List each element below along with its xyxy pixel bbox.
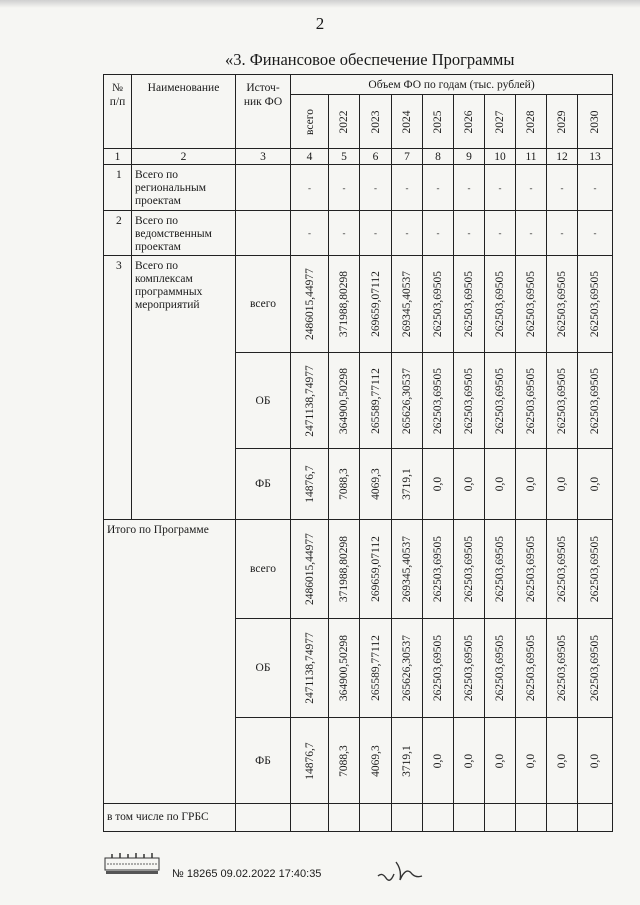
- value-text: 262503,69505: [432, 535, 444, 603]
- value-text: 262503,69505: [494, 270, 506, 338]
- value-text: 2486015,44977: [303, 533, 316, 605]
- value-text: 0,0: [589, 476, 602, 492]
- scan-edge: [0, 0, 640, 8]
- value-cell: [578, 211, 613, 256]
- value-cell: [423, 449, 454, 520]
- value-cell: [423, 520, 454, 619]
- section-title: «3. Финансовое обеспечение Программы: [225, 50, 515, 69]
- source-cell: [236, 211, 291, 256]
- empty-dash: -: [436, 182, 440, 193]
- header-year: [423, 95, 454, 149]
- value-cell: [329, 353, 360, 449]
- handwritten-signature-icon: [372, 856, 432, 886]
- value-cell: [329, 619, 360, 718]
- value-cell: [547, 353, 578, 449]
- source-label: всего: [236, 520, 291, 619]
- value-text: 262503,69505: [556, 270, 568, 338]
- column-number: 7: [392, 149, 423, 165]
- value-cell: [516, 256, 547, 353]
- source-label: ФБ: [236, 718, 291, 804]
- empty-dash: -: [436, 228, 440, 238]
- empty-dash: -: [342, 228, 346, 238]
- value-text: 364900,50298: [338, 634, 350, 702]
- value-cell: [360, 211, 392, 256]
- value-text: 262503,69505: [525, 270, 537, 338]
- value-text: 2486015,44977: [303, 268, 316, 340]
- empty-dash: -: [560, 182, 564, 193]
- value-cell: [516, 211, 547, 256]
- value-cell: [392, 256, 423, 353]
- header-year-label: 2029: [556, 110, 568, 133]
- header-year: [291, 95, 329, 149]
- value-text: 269345,40537: [401, 270, 413, 338]
- value-text: 3719,1: [401, 468, 413, 500]
- value-cell: [578, 619, 613, 718]
- header-volume: Объем ФО по годам (тыс. рублей): [291, 75, 613, 95]
- value-cell: [454, 449, 485, 520]
- value-cell: [578, 256, 613, 353]
- value-text: 262503,69505: [589, 634, 602, 702]
- column-number: 2: [132, 149, 236, 165]
- value-cell: [291, 165, 329, 211]
- value-text: 262503,69505: [525, 634, 537, 702]
- row-name: в том числе по ГРБС: [104, 804, 236, 832]
- column-number: 6: [360, 149, 392, 165]
- value-cell: [516, 718, 547, 804]
- value-cell: [516, 804, 547, 832]
- empty-dash: -: [374, 182, 377, 193]
- value-cell: [485, 804, 516, 832]
- value-text: 364900,50298: [338, 367, 350, 434]
- value-text: 262503,69505: [589, 535, 602, 603]
- value-text: 262503,69505: [556, 535, 568, 603]
- value-cell: [454, 520, 485, 619]
- source-cell: [236, 804, 291, 832]
- value-cell: [485, 256, 516, 353]
- value-cell: [392, 619, 423, 718]
- value-cell: [360, 619, 392, 718]
- value-cell: [485, 353, 516, 449]
- empty-dash: -: [529, 228, 533, 238]
- value-cell: [360, 520, 392, 619]
- header-year: [485, 95, 516, 149]
- header-year-label: 2025: [432, 110, 444, 133]
- value-cell: [423, 256, 454, 353]
- page-number: 2: [315, 14, 325, 33]
- value-text: 262503,69505: [589, 270, 602, 338]
- value-cell: [516, 353, 547, 449]
- column-number: 5: [329, 149, 360, 165]
- value-cell: [578, 449, 613, 520]
- value-cell: [485, 520, 516, 619]
- value-text: 262503,69505: [525, 367, 537, 434]
- value-cell: [329, 718, 360, 804]
- header-year: [329, 95, 360, 149]
- value-text: 14876,7: [303, 465, 316, 503]
- empty-dash: -: [342, 182, 346, 193]
- row-number: 1: [104, 165, 132, 211]
- value-cell: [392, 804, 423, 832]
- value-cell: [392, 718, 423, 804]
- value-cell: [291, 718, 329, 804]
- header-year: [578, 95, 613, 149]
- value-cell: [329, 804, 360, 832]
- column-number: 8: [423, 149, 454, 165]
- value-text: 0,0: [589, 753, 602, 768]
- column-number: 11: [516, 149, 547, 165]
- value-text: 269345,40537: [401, 535, 413, 603]
- empty-dash: -: [560, 228, 564, 238]
- value-cell: [454, 256, 485, 353]
- value-cell: [329, 165, 360, 211]
- value-cell: [454, 804, 485, 832]
- value-cell: [485, 718, 516, 804]
- value-cell: [360, 353, 392, 449]
- value-cell: [485, 165, 516, 211]
- empty-dash: -: [593, 182, 597, 193]
- registry-stamp-icon: [104, 852, 160, 876]
- value-cell: [291, 804, 329, 832]
- header-year-label: 2027: [494, 110, 506, 133]
- value-cell: [547, 449, 578, 520]
- value-cell: [547, 804, 578, 832]
- value-cell: [454, 353, 485, 449]
- value-text: 265589,77112: [369, 635, 382, 701]
- value-cell: [578, 353, 613, 449]
- row-number: 2: [104, 211, 132, 256]
- empty-dash: -: [308, 228, 311, 238]
- value-cell: [423, 619, 454, 718]
- source-label: ОБ: [236, 619, 291, 718]
- source-label: ОБ: [236, 353, 291, 449]
- value-cell: [485, 449, 516, 520]
- value-cell: [291, 256, 329, 353]
- value-text: 262503,69505: [463, 535, 475, 603]
- value-cell: [485, 619, 516, 718]
- header-year-label: всего: [303, 108, 316, 135]
- row-name: Всего по региональным проектам: [132, 165, 236, 211]
- source-label: ФБ: [236, 449, 291, 520]
- value-text: 262503,69505: [494, 634, 506, 702]
- value-text: 4069,3: [369, 468, 382, 500]
- value-text: 262503,69505: [556, 634, 568, 702]
- value-cell: [423, 211, 454, 256]
- value-cell: [329, 449, 360, 520]
- header-year-label: 2023: [369, 110, 382, 133]
- column-number: 13: [578, 149, 613, 165]
- header-num: № п/п: [104, 75, 132, 149]
- value-text: 3719,1: [401, 744, 413, 777]
- value-text: 0,0: [432, 753, 444, 768]
- empty-dash: -: [498, 182, 502, 193]
- value-cell: [454, 619, 485, 718]
- header-year: [392, 95, 423, 149]
- row-number: 3: [104, 256, 132, 520]
- value-cell: [547, 165, 578, 211]
- value-cell: [547, 718, 578, 804]
- value-cell: [291, 211, 329, 256]
- source-cell: [236, 165, 291, 211]
- value-cell: [291, 449, 329, 520]
- empty-dash: -: [405, 228, 409, 238]
- value-text: 262503,69505: [589, 367, 602, 434]
- value-text: 262503,69505: [556, 367, 568, 434]
- value-text: 262503,69505: [432, 270, 444, 338]
- value-cell: [454, 211, 485, 256]
- value-text: 7088,3: [338, 744, 350, 777]
- value-cell: [516, 165, 547, 211]
- column-number: 3: [236, 149, 291, 165]
- value-cell: [578, 804, 613, 832]
- value-cell: [516, 449, 547, 520]
- value-text: 14876,7: [303, 741, 316, 780]
- header-year-label: 2022: [338, 110, 350, 133]
- value-cell: [392, 211, 423, 256]
- header-source: Источ- ник ФО: [236, 75, 291, 149]
- value-text: 0,0: [556, 753, 568, 768]
- value-text: 262503,69505: [432, 367, 444, 434]
- value-text: 262503,69505: [463, 270, 475, 338]
- header-year-label: 2024: [401, 110, 413, 133]
- empty-dash: -: [529, 182, 533, 193]
- header-year: [454, 95, 485, 149]
- column-number: 9: [454, 149, 485, 165]
- value-text: 262503,69505: [525, 535, 537, 603]
- value-cell: [329, 256, 360, 353]
- value-text: 0,0: [556, 476, 568, 492]
- value-text: 265589,77112: [369, 367, 382, 434]
- value-cell: [516, 619, 547, 718]
- column-number: 12: [547, 149, 578, 165]
- value-cell: [360, 449, 392, 520]
- value-text: 265626,30537: [401, 634, 413, 702]
- value-cell: [360, 256, 392, 353]
- value-cell: [454, 718, 485, 804]
- value-text: 262503,69505: [494, 535, 506, 603]
- empty-dash: -: [467, 182, 471, 193]
- column-number: 4: [291, 149, 329, 165]
- value-text: 0,0: [494, 753, 506, 768]
- value-cell: [291, 353, 329, 449]
- empty-dash: -: [308, 182, 311, 193]
- value-text: 0,0: [525, 476, 537, 492]
- value-text: 371988,80298: [338, 270, 350, 338]
- empty-dash: -: [593, 228, 597, 238]
- value-cell: [547, 256, 578, 353]
- header-year: [516, 95, 547, 149]
- column-number: 10: [485, 149, 516, 165]
- empty-dash: -: [374, 228, 377, 238]
- value-text: 0,0: [432, 476, 444, 492]
- value-cell: [578, 520, 613, 619]
- value-text: 7088,3: [338, 468, 350, 500]
- value-text: 371988,80298: [338, 535, 350, 603]
- value-cell: [392, 449, 423, 520]
- value-cell: [360, 804, 392, 832]
- empty-dash: -: [467, 228, 471, 238]
- value-text: 262503,69505: [463, 634, 475, 702]
- value-cell: [578, 718, 613, 804]
- header-year: [547, 95, 578, 149]
- row-name: Итого по Программе: [104, 520, 236, 804]
- value-cell: [547, 211, 578, 256]
- value-text: 262503,69505: [432, 634, 444, 702]
- empty-dash: -: [405, 182, 409, 193]
- header-year-label: 2026: [463, 110, 475, 133]
- value-text: 0,0: [463, 753, 475, 768]
- value-cell: [291, 520, 329, 619]
- value-cell: [423, 353, 454, 449]
- value-text: 0,0: [494, 476, 506, 492]
- finance-table: [103, 74, 613, 832]
- document-registration: № 18265 09.02.2022 17:40:35: [172, 868, 322, 880]
- value-text: 262503,69505: [463, 367, 475, 434]
- value-text: 265626,30537: [401, 367, 413, 434]
- value-cell: [392, 520, 423, 619]
- value-cell: [360, 165, 392, 211]
- value-text: 2471138,74977: [303, 364, 316, 437]
- value-cell: [485, 211, 516, 256]
- header-year-label: 2028: [525, 110, 537, 133]
- value-cell: [547, 619, 578, 718]
- value-cell: [423, 804, 454, 832]
- row-name: Всего по ведомственным проектам: [132, 211, 236, 256]
- value-cell: [392, 165, 423, 211]
- value-text: 262503,69505: [494, 367, 506, 434]
- value-cell: [423, 165, 454, 211]
- value-text: 269659,07112: [369, 271, 382, 337]
- value-cell: [329, 520, 360, 619]
- value-cell: [329, 211, 360, 256]
- value-cell: [547, 520, 578, 619]
- value-cell: [392, 353, 423, 449]
- value-text: 0,0: [463, 476, 475, 492]
- header-name: Наименование: [132, 75, 236, 149]
- value-cell: [360, 718, 392, 804]
- column-number: 1: [104, 149, 132, 165]
- header-year-label: 2030: [589, 110, 602, 133]
- empty-dash: -: [498, 228, 502, 238]
- row-name: Всего по комплексам программных мероприятий: [132, 256, 236, 520]
- header-year: [360, 95, 392, 149]
- value-text: 4069,3: [369, 744, 382, 777]
- value-cell: [454, 165, 485, 211]
- source-label: всего: [236, 256, 291, 353]
- value-cell: [516, 520, 547, 619]
- value-text: 269659,07112: [369, 536, 382, 602]
- value-text: 2471138,74977: [303, 632, 316, 704]
- value-cell: [291, 619, 329, 718]
- value-cell: [423, 718, 454, 804]
- value-text: 0,0: [525, 753, 537, 768]
- value-cell: [578, 165, 613, 211]
